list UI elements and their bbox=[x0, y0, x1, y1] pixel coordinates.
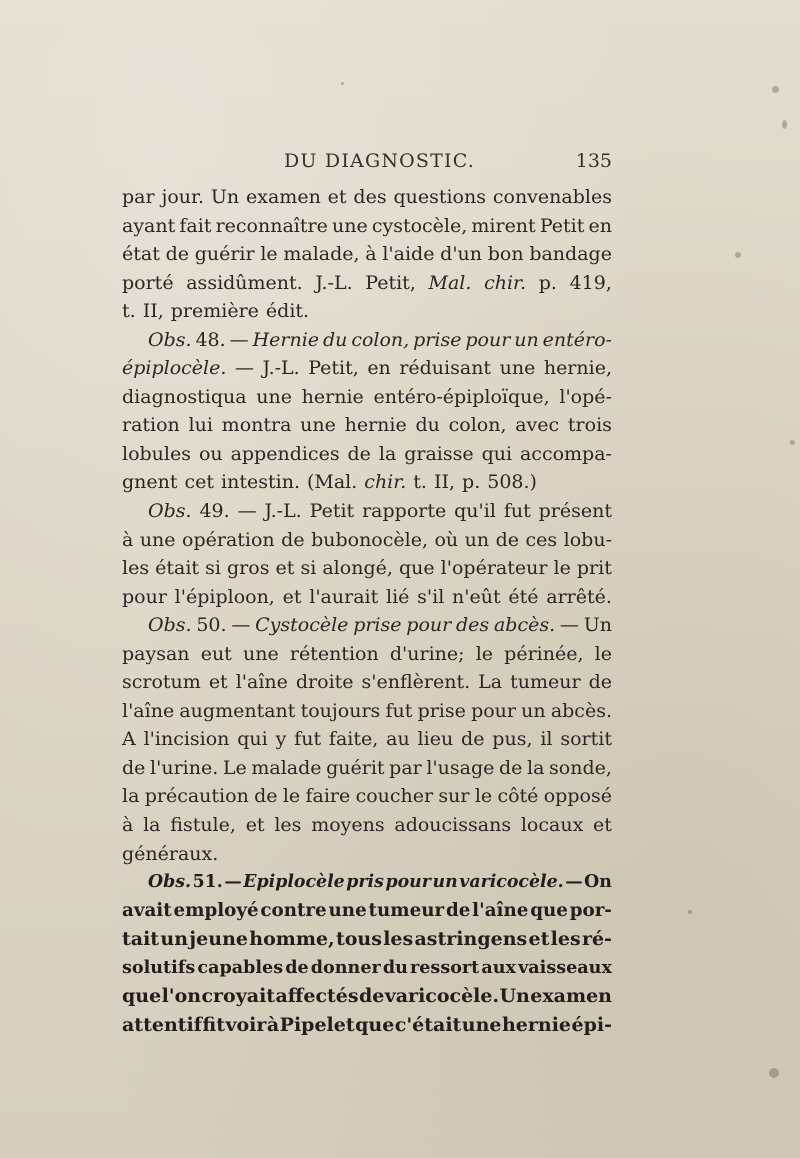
word: et bbox=[282, 585, 302, 608]
word: — bbox=[565, 872, 583, 893]
word: bon bbox=[487, 243, 524, 266]
word: croyait bbox=[201, 985, 276, 1008]
word: Petit bbox=[539, 214, 585, 237]
word: des bbox=[353, 186, 387, 208]
word: graisse bbox=[404, 442, 474, 465]
word: montra bbox=[221, 414, 292, 437]
paper-spot bbox=[341, 82, 344, 85]
word: p. bbox=[538, 271, 557, 294]
word: pris bbox=[346, 872, 384, 893]
word: fit bbox=[202, 1013, 225, 1036]
word: 51. bbox=[192, 872, 223, 893]
word: présent bbox=[538, 500, 612, 523]
word: c'était bbox=[394, 1013, 462, 1036]
word: 508.) bbox=[487, 471, 537, 494]
word: était bbox=[155, 557, 200, 580]
word: Obs. bbox=[148, 614, 192, 637]
word: Petit, bbox=[365, 271, 416, 294]
word: il bbox=[540, 728, 553, 751]
word: les bbox=[274, 814, 302, 837]
word: 49. bbox=[199, 500, 230, 523]
word: II, bbox=[142, 300, 164, 323]
word: s'enflèrent. bbox=[361, 671, 471, 694]
word: un bbox=[521, 699, 546, 722]
word: eut bbox=[200, 642, 232, 665]
word: l'urine. bbox=[150, 756, 219, 779]
word: opération bbox=[182, 528, 275, 551]
word: les bbox=[383, 928, 414, 951]
word: — bbox=[231, 614, 251, 637]
word: attentif bbox=[122, 1013, 202, 1036]
word: gnent bbox=[122, 471, 178, 494]
text-line bbox=[122, 897, 612, 926]
word: hernie, bbox=[543, 357, 612, 380]
word: que bbox=[355, 1013, 395, 1036]
word: Mal. bbox=[428, 271, 472, 294]
word: aux bbox=[481, 957, 516, 978]
word: où bbox=[434, 528, 459, 551]
word: Un bbox=[499, 985, 530, 1008]
word: ou bbox=[198, 442, 223, 465]
word: de bbox=[165, 243, 189, 266]
word: Hernie bbox=[252, 328, 320, 351]
word: un bbox=[432, 872, 458, 893]
word: l'aîne bbox=[472, 899, 529, 921]
word: lui bbox=[188, 414, 213, 437]
word: de bbox=[499, 756, 523, 779]
word: diagnostiqua bbox=[122, 385, 247, 408]
word: pour bbox=[122, 585, 167, 608]
word: vaisseaux bbox=[518, 957, 612, 978]
word: l'aîne bbox=[122, 699, 175, 722]
word: que bbox=[398, 557, 435, 580]
text-line bbox=[122, 668, 612, 697]
text-line bbox=[122, 868, 612, 897]
text-line bbox=[122, 297, 612, 326]
word: Un bbox=[210, 186, 240, 208]
word: que bbox=[122, 985, 162, 1008]
word: réduisant bbox=[399, 357, 492, 380]
word: l'aurait bbox=[309, 585, 379, 608]
text-line bbox=[122, 782, 612, 811]
word: un bbox=[464, 528, 490, 551]
text-line bbox=[122, 383, 612, 412]
word: n'eût bbox=[452, 585, 501, 608]
word: 419, bbox=[569, 271, 612, 294]
word: le bbox=[475, 642, 494, 665]
word: la bbox=[143, 814, 161, 837]
word: droite bbox=[295, 671, 354, 694]
word: bubonocèle, bbox=[311, 528, 428, 551]
word: en bbox=[367, 357, 391, 380]
word: questions bbox=[393, 186, 486, 208]
word: une bbox=[461, 1013, 502, 1036]
word: fut bbox=[385, 699, 413, 722]
word: par bbox=[122, 186, 155, 208]
word: appendices bbox=[230, 442, 340, 465]
word: état bbox=[122, 243, 160, 266]
paper-spot bbox=[790, 440, 795, 445]
word: abcès. bbox=[550, 699, 612, 722]
page-title: DU DIAGNOSTIC. bbox=[284, 150, 476, 172]
word: faite, bbox=[328, 728, 379, 751]
word: A bbox=[122, 728, 136, 751]
word: en bbox=[588, 214, 612, 237]
word: tous bbox=[335, 928, 382, 951]
word: d'urine; bbox=[389, 642, 465, 665]
word: le bbox=[282, 785, 301, 808]
text-line bbox=[122, 640, 612, 669]
word: à bbox=[365, 243, 377, 266]
word: La bbox=[478, 671, 503, 694]
word: voir bbox=[225, 1013, 267, 1036]
word: à bbox=[122, 528, 134, 551]
word: et bbox=[327, 186, 347, 208]
word: hernie bbox=[344, 414, 407, 437]
word: Le bbox=[222, 756, 247, 779]
word: colon, bbox=[448, 414, 507, 437]
word: moyens bbox=[311, 814, 385, 837]
running-head bbox=[120, 150, 612, 176]
word: donner bbox=[310, 957, 381, 978]
word: édit. bbox=[265, 300, 310, 323]
paper-spot bbox=[769, 1068, 779, 1078]
word: rapporte bbox=[362, 500, 447, 523]
word: du bbox=[322, 328, 348, 351]
word: épiplocèle. bbox=[122, 357, 227, 380]
text-line bbox=[122, 811, 612, 840]
word: une bbox=[139, 528, 176, 551]
word: pour bbox=[471, 699, 516, 722]
word: prise bbox=[353, 614, 402, 637]
word: l'opérateur bbox=[440, 557, 548, 580]
word: un bbox=[514, 328, 539, 351]
word: l'incision bbox=[143, 728, 230, 751]
text-line bbox=[122, 754, 612, 783]
word: l'usage bbox=[426, 756, 495, 779]
word: de bbox=[461, 728, 485, 751]
word: Obs. bbox=[148, 328, 192, 351]
word: guérir bbox=[194, 243, 255, 266]
word: été bbox=[508, 585, 539, 608]
word: adoucissans bbox=[394, 814, 512, 837]
word: le bbox=[553, 557, 571, 580]
word: t. bbox=[122, 300, 136, 323]
word: prise bbox=[417, 699, 466, 722]
word: côté bbox=[497, 785, 539, 808]
text-line bbox=[122, 526, 612, 555]
word: Petit, bbox=[308, 357, 359, 380]
word: intestin. bbox=[221, 471, 300, 494]
text-line bbox=[122, 354, 612, 383]
word: (Mal. bbox=[306, 471, 358, 494]
word: le bbox=[474, 785, 493, 808]
word: augmentant bbox=[179, 699, 296, 722]
text-line bbox=[122, 954, 612, 983]
word: les bbox=[550, 928, 581, 951]
word: du bbox=[382, 957, 408, 978]
word: — bbox=[234, 357, 254, 380]
word: p. bbox=[462, 471, 481, 494]
word: l'on bbox=[161, 985, 202, 1008]
word: avait bbox=[122, 899, 172, 921]
word: au bbox=[386, 728, 410, 751]
word: à bbox=[266, 1013, 280, 1036]
word: assidûment. bbox=[186, 271, 303, 294]
word: accompa- bbox=[519, 442, 612, 465]
word: une bbox=[300, 414, 336, 437]
word: ré- bbox=[581, 928, 612, 951]
text-line bbox=[122, 269, 612, 298]
word: ration bbox=[122, 414, 180, 437]
text-line bbox=[122, 1011, 612, 1040]
word: de bbox=[347, 442, 371, 465]
word: qui bbox=[237, 728, 268, 751]
word: fut bbox=[503, 500, 531, 523]
word: gros bbox=[227, 557, 270, 580]
word: employé bbox=[173, 899, 259, 921]
word: Obs. bbox=[148, 500, 192, 523]
word: ressort bbox=[410, 957, 480, 978]
word: une bbox=[256, 385, 292, 408]
word: l'opé- bbox=[559, 385, 612, 408]
word: la bbox=[378, 442, 397, 465]
text-line bbox=[122, 240, 612, 269]
word: de bbox=[254, 785, 278, 808]
word: 50. bbox=[196, 614, 227, 637]
word: de bbox=[445, 899, 471, 921]
word: Obs. bbox=[148, 872, 192, 893]
text-line bbox=[122, 725, 612, 754]
word: s'il bbox=[417, 585, 445, 608]
word: paysan bbox=[122, 642, 190, 665]
word: II, bbox=[433, 471, 456, 494]
word: un bbox=[160, 928, 189, 951]
word: coucher bbox=[355, 785, 434, 808]
word: mirent bbox=[471, 214, 536, 237]
word: varicocèle. bbox=[384, 985, 500, 1008]
word: du bbox=[415, 414, 440, 437]
word: bandage bbox=[529, 243, 612, 266]
word: d'un bbox=[440, 243, 483, 266]
word: malade, bbox=[283, 243, 360, 266]
word: abcès. bbox=[493, 614, 556, 637]
word: Petit bbox=[309, 500, 355, 523]
word: à bbox=[122, 814, 134, 837]
word: par bbox=[389, 756, 422, 779]
paper-spot bbox=[735, 252, 741, 258]
word: Un bbox=[583, 614, 612, 637]
word: pour bbox=[385, 872, 431, 893]
paper-spot bbox=[772, 86, 779, 93]
page-number: 135 bbox=[575, 150, 612, 172]
word: tumeur bbox=[368, 899, 445, 921]
paper-spot bbox=[688, 910, 692, 914]
text-line bbox=[122, 183, 612, 212]
word: sortit bbox=[560, 728, 612, 751]
word: On bbox=[584, 872, 612, 893]
word: J.-L. bbox=[264, 500, 302, 523]
word: chir. bbox=[364, 471, 407, 494]
word: de bbox=[495, 528, 520, 551]
word: — bbox=[224, 872, 242, 893]
word: arrêté. bbox=[546, 585, 612, 608]
word: tumeur bbox=[510, 671, 581, 694]
word: que bbox=[530, 899, 568, 921]
paper-spot bbox=[782, 120, 787, 129]
word: 48. bbox=[195, 328, 226, 351]
word: qu'il bbox=[454, 500, 496, 523]
word: et bbox=[245, 814, 265, 837]
word: fistule, bbox=[170, 814, 236, 837]
word: l'épiploon, bbox=[174, 585, 275, 608]
word: y bbox=[275, 728, 287, 751]
word: chir. bbox=[484, 271, 527, 294]
word: examen bbox=[530, 985, 612, 1008]
word: affectés bbox=[275, 985, 359, 1008]
word: une bbox=[328, 899, 367, 921]
word: examen bbox=[246, 186, 321, 208]
text-line bbox=[122, 497, 612, 526]
word: locaux bbox=[520, 814, 584, 837]
word: por- bbox=[569, 899, 612, 921]
word: qui bbox=[481, 442, 513, 465]
body-text bbox=[122, 183, 612, 1039]
word: t. bbox=[413, 471, 427, 494]
word: — bbox=[559, 614, 579, 637]
word: une bbox=[499, 357, 536, 380]
word: si bbox=[300, 557, 317, 580]
text-line bbox=[122, 411, 612, 440]
word: tait bbox=[122, 928, 160, 951]
text-line bbox=[122, 554, 612, 583]
text-line bbox=[122, 326, 612, 355]
word: première bbox=[170, 300, 259, 323]
word: l'aide bbox=[382, 243, 435, 266]
word: et bbox=[528, 928, 550, 951]
word: faire bbox=[305, 785, 351, 808]
word: de bbox=[358, 985, 385, 1008]
word: une bbox=[242, 642, 279, 665]
word: astringens bbox=[414, 928, 528, 951]
word: de bbox=[281, 528, 305, 551]
word: trois bbox=[567, 414, 612, 437]
word: épi- bbox=[571, 1013, 612, 1036]
word: le bbox=[594, 642, 612, 665]
word: de bbox=[285, 957, 309, 978]
word: la bbox=[122, 785, 140, 808]
word: l'aîne bbox=[235, 671, 288, 694]
word: prise bbox=[413, 328, 462, 351]
word: fut bbox=[294, 728, 322, 751]
word: pour bbox=[465, 328, 511, 351]
word: si bbox=[205, 557, 221, 580]
word: pus, bbox=[492, 728, 533, 751]
word: — bbox=[237, 500, 257, 523]
word: de bbox=[588, 671, 612, 694]
word: porté bbox=[122, 271, 174, 294]
text-line bbox=[122, 583, 612, 612]
word: la bbox=[527, 756, 545, 779]
text-line bbox=[122, 697, 612, 726]
word: jeune bbox=[189, 928, 248, 951]
word: les bbox=[122, 557, 150, 580]
word: opposé bbox=[543, 785, 612, 808]
word: périnée, bbox=[504, 642, 584, 665]
text-line bbox=[122, 840, 612, 869]
word: homme, bbox=[249, 928, 335, 951]
word: précaution bbox=[144, 785, 249, 808]
word: de bbox=[122, 756, 146, 779]
word: Cystocèle bbox=[255, 614, 349, 637]
word: sonde, bbox=[549, 756, 612, 779]
word: ces bbox=[525, 528, 558, 551]
word: scrotum bbox=[122, 671, 201, 694]
word: et bbox=[275, 557, 295, 580]
word: entéro-épiploïque, bbox=[373, 385, 550, 408]
word: jour. bbox=[161, 186, 205, 208]
word: le bbox=[260, 243, 278, 266]
word: ayant bbox=[122, 214, 176, 237]
text-line bbox=[122, 468, 612, 497]
word: solutifs bbox=[122, 957, 196, 978]
word: varicocèle. bbox=[459, 872, 564, 893]
word: reconnaître bbox=[215, 214, 328, 237]
word: Epiplocèle bbox=[243, 872, 345, 893]
text-line bbox=[122, 925, 612, 954]
word: cet bbox=[184, 471, 215, 494]
word: contre bbox=[260, 899, 327, 921]
word: des bbox=[456, 614, 490, 637]
text-line bbox=[122, 982, 612, 1011]
word: colon, bbox=[351, 328, 410, 351]
word: lieu bbox=[417, 728, 454, 751]
word: lobu- bbox=[563, 528, 612, 551]
word: et bbox=[593, 814, 612, 837]
word: lobules bbox=[122, 442, 191, 465]
word: avec bbox=[515, 414, 560, 437]
text-line bbox=[122, 212, 612, 241]
word: toujours bbox=[300, 699, 381, 722]
word: J.-L. bbox=[262, 357, 300, 380]
word: J.-L. bbox=[315, 271, 353, 294]
word: lié bbox=[386, 585, 410, 608]
word: hernie bbox=[301, 385, 364, 408]
word: hernie bbox=[501, 1013, 572, 1036]
word: convenables bbox=[492, 186, 612, 208]
line-text: généraux. bbox=[122, 842, 219, 865]
word: rétention bbox=[289, 642, 379, 665]
word: sur bbox=[438, 785, 470, 808]
word: — bbox=[229, 328, 249, 351]
text-line bbox=[122, 611, 612, 640]
word: cystocèle, bbox=[371, 214, 468, 237]
word: guérit bbox=[326, 756, 385, 779]
text-line bbox=[122, 440, 612, 469]
word: capables bbox=[197, 957, 284, 978]
word: prit bbox=[576, 557, 612, 580]
word: et bbox=[208, 671, 228, 694]
word: pour bbox=[406, 614, 452, 637]
word: alongé, bbox=[322, 557, 393, 580]
word: une bbox=[331, 214, 368, 237]
word: Pipelet bbox=[279, 1013, 355, 1036]
word: malade bbox=[251, 756, 322, 779]
word: entéro- bbox=[542, 328, 612, 351]
word: fait bbox=[179, 214, 212, 237]
